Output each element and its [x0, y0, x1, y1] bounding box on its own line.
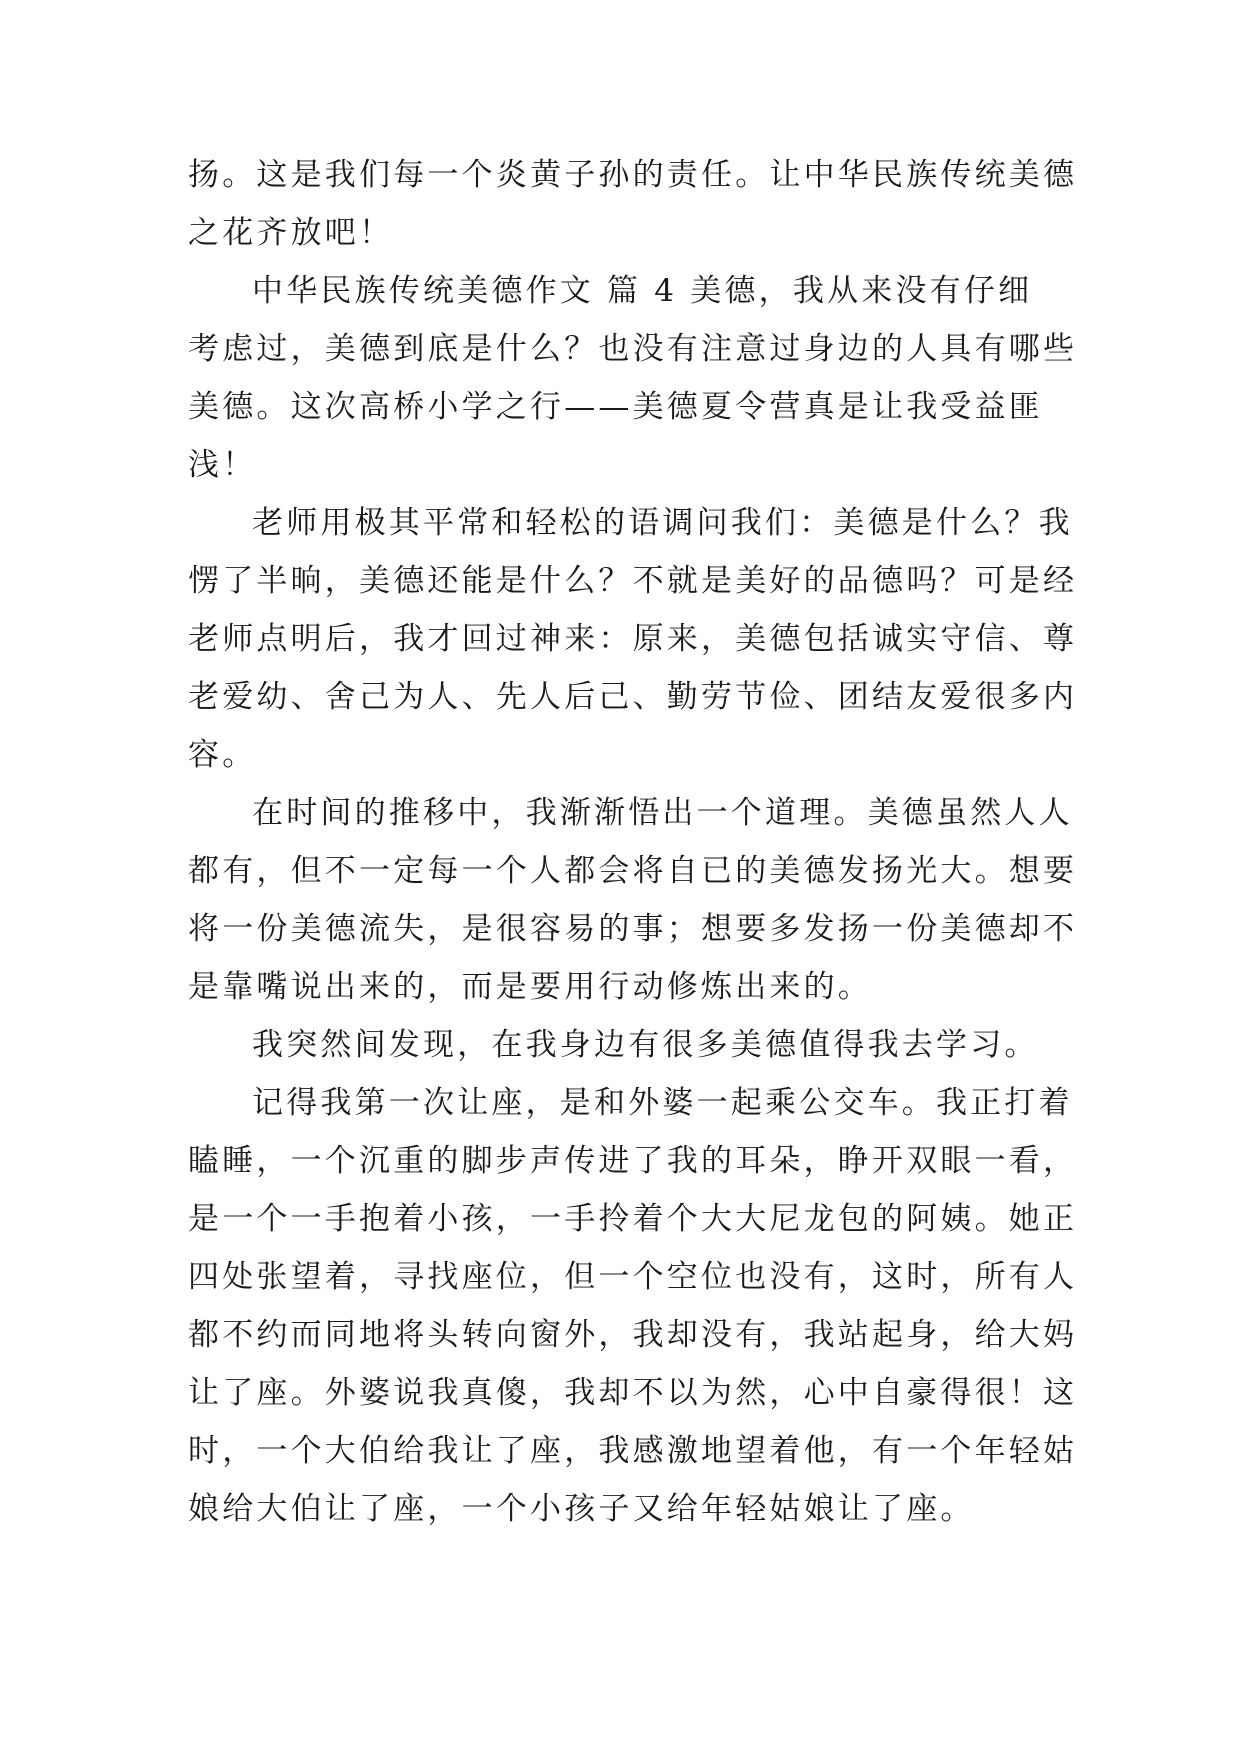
text-line: 老师点明后，我才回过神来：原来，美德包括诚实守信、尊	[188, 621, 1078, 657]
text-line: 容。	[188, 737, 257, 773]
text-line: 之花齐放吧！	[188, 215, 394, 251]
text-line: 老爱幼、舍己为人、先人后己、勤劳节俭、团结友爱很多内	[188, 679, 1078, 715]
text-line: 都有，但不一定每一个人都会将自已的美德发扬光大。想要	[188, 853, 1078, 889]
text-line: 是一个一手抱着小孩，一手拎着个大大尼龙包的阿姨。她正	[188, 1201, 1078, 1237]
text-line: 瞌睡，一个沉重的脚步声传进了我的耳朵，睁开双眼一看，	[188, 1143, 1078, 1179]
text-line: 我突然间发现，在我身边有很多美德值得我去学习。	[252, 1027, 1039, 1063]
text-line: 扬。这是我们每一个炎黄子孙的责任。让中华民族传统美德	[188, 157, 1078, 193]
text-line: 都不约而同地将头转向窗外，我却没有，我站起身，给大妈	[188, 1317, 1078, 1353]
text-line: 让了座。外婆说我真傻，我却不以为然，心中自豪得很！这	[188, 1375, 1078, 1411]
text-line: 是靠嘴说出来的，而是要用行动修炼出来的。	[188, 969, 872, 1005]
text-line: 考虑过，美德到底是什么？也没有注意过身边的人具有哪些	[188, 331, 1078, 367]
text-line: 记得我第一次让座，是和外婆一起乘公交车。我正打着	[252, 1085, 1073, 1121]
text-line: 将一份美德流失，是很容易的事；想要多发扬一份美德却不	[188, 911, 1078, 947]
text-line: 在时间的推移中，我渐渐悟出一个道理。美德虽然人人	[252, 795, 1073, 831]
text-line: 老师用极其平常和轻松的语调问我们：美德是什么？我	[252, 505, 1073, 541]
document-page	[188, 146, 1078, 1538]
text-line: 愣了半晌，美德还能是什么？不就是美好的品德吗？可是经	[188, 563, 1078, 599]
text-line: 四处张望着，寻找座位，但一个空位也没有，这时，所有人	[188, 1259, 1078, 1295]
text-line: 中华民族传统美德作文 篇 4 美德，我从来没有仔细	[252, 273, 1033, 309]
text-line: 美德。这次高桥小学之行——美德夏令营真是让我受益匪	[188, 389, 1043, 425]
text-line: 娘给大伯让了座，一个小孩子又给年轻姑娘让了座。	[188, 1491, 975, 1527]
text-line: 时，一个大伯给我让了座，我感激地望着他，有一个年轻姑	[188, 1433, 1078, 1469]
text-line: 浅！	[188, 447, 257, 483]
